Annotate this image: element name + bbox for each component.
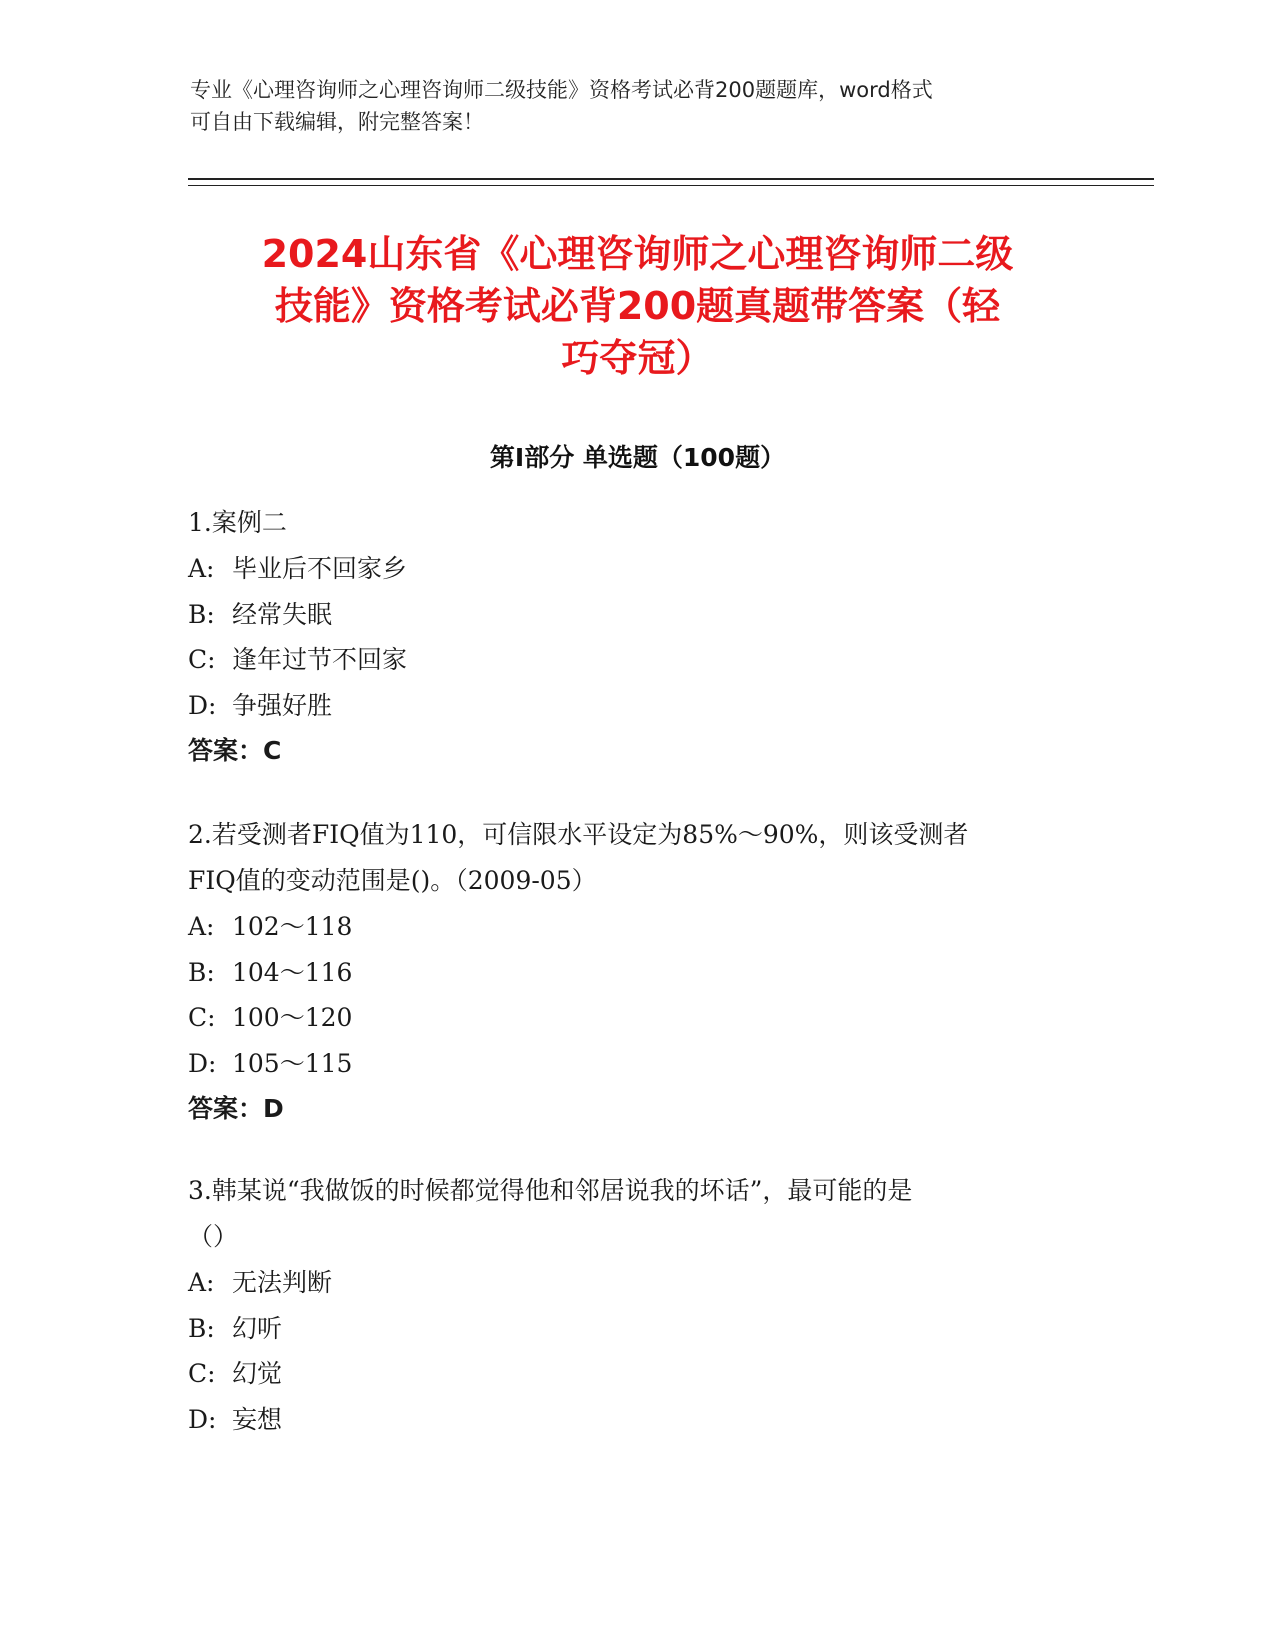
option-text: 105～115	[232, 1048, 353, 1078]
header-rule-thick	[188, 178, 1154, 180]
option-letter: C:	[188, 645, 216, 674]
option-c	[188, 995, 1068, 1041]
option-text: 毕业后不回家乡	[232, 554, 408, 583]
option-text: 妄想	[232, 1404, 283, 1434]
section-heading: 第I部分 单选题（100题）	[489, 443, 786, 472]
answer-label: 答案：C	[188, 736, 282, 765]
option-text: 幻听	[232, 1313, 283, 1343]
title-line: 技能》资格考试必背200题真题带答案（轻	[274, 284, 1001, 328]
option-b	[188, 1306, 1068, 1352]
answer-label: 答案：D	[188, 1094, 284, 1123]
header-rule-thin	[188, 185, 1154, 186]
option-d	[188, 1041, 1068, 1087]
option-text: 无法判断	[232, 1268, 333, 1297]
question-2	[188, 812, 1068, 1131]
option-c	[188, 637, 1068, 683]
document-title	[150, 228, 1125, 384]
option-d	[188, 1397, 1068, 1443]
option-letter: A:	[188, 554, 215, 583]
option-a	[188, 1260, 1068, 1306]
option-letter: D:	[188, 1048, 217, 1078]
question-stem: （）	[188, 1222, 239, 1251]
question-stem: 3.韩某说“我做饭的时候都觉得他和邻居说我的坏话”，最可能的是	[188, 1176, 913, 1205]
header-note-line: 可自由下载编辑，附完整答案！	[190, 110, 484, 134]
option-letter: C:	[188, 1003, 216, 1032]
option-text: 102～118	[232, 912, 353, 941]
title-line: 巧夺冠）	[561, 336, 714, 380]
option-letter: D:	[188, 1404, 217, 1434]
option-letter: B:	[188, 599, 215, 629]
option-letter: B:	[188, 957, 215, 987]
option-letter: D:	[188, 690, 217, 720]
question-stem: 1.案例二	[188, 508, 287, 537]
option-letter: A:	[188, 912, 215, 941]
option-letter: A:	[188, 1268, 215, 1297]
option-letter: B:	[188, 1313, 215, 1343]
option-c	[188, 1351, 1068, 1397]
option-text: 逢年过节不回家	[232, 645, 408, 674]
option-a	[188, 904, 1068, 950]
option-text: 100～120	[232, 1003, 353, 1032]
question-stem: 2.若受测者FIQ值为110，可信限水平设定为85%～90%，则该受测者	[188, 820, 969, 849]
question-stem: FIQ值的变动范围是()。（2009-05）	[188, 866, 597, 895]
header-note-line: 专业《心理咨询师之心理咨询师二级技能》资格考试必背200题题库，word格式	[190, 78, 933, 102]
option-d	[188, 683, 1068, 729]
header-note	[190, 74, 1070, 138]
question-1	[188, 500, 1068, 773]
option-a	[188, 546, 1068, 592]
option-text: 经常失眠	[232, 599, 333, 629]
question-3	[188, 1168, 1068, 1442]
option-text: 争强好胜	[232, 690, 333, 720]
option-b	[188, 950, 1068, 996]
option-b	[188, 592, 1068, 638]
option-text: 幻觉	[232, 1359, 283, 1388]
option-letter: C:	[188, 1359, 216, 1388]
title-line: 2024山东省《心理咨询师之心理咨询师二级	[261, 232, 1014, 276]
option-text: 104～116	[232, 957, 353, 987]
